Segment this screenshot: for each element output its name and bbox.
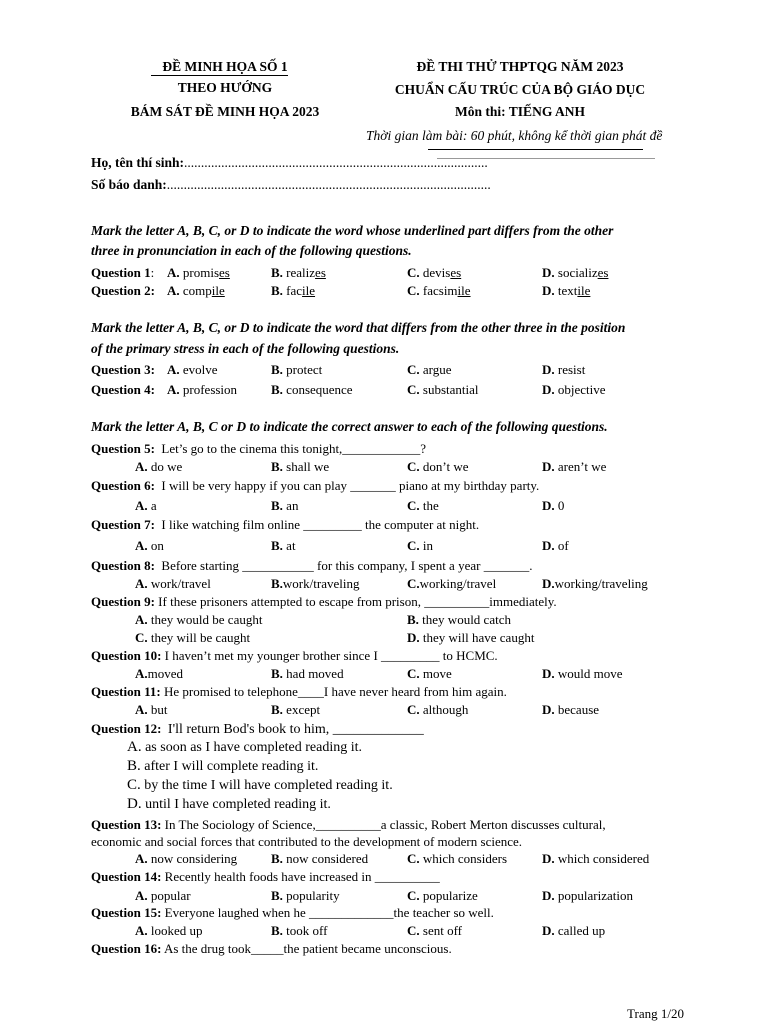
question-text: I will be very happy if you can play _______ piano at my birthday party. xyxy=(161,478,540,493)
option-b[interactable]: B. at xyxy=(271,538,296,553)
option-d[interactable]: D. objective xyxy=(542,382,606,397)
option-b[interactable]: B. had moved xyxy=(271,666,344,681)
student-id-line xyxy=(91,177,491,193)
option-a[interactable]: A. looked up xyxy=(135,923,203,938)
question-15-stem xyxy=(91,904,494,921)
question-number: Question 12: xyxy=(91,721,162,736)
question-number: Question 1 xyxy=(91,265,151,280)
question-text: In The Sociology of Science,__________a classic, Robert Merton discusses cultural, xyxy=(164,817,606,832)
question-9-stem xyxy=(91,593,557,610)
option-d[interactable]: D. popularization xyxy=(542,888,633,903)
option-c[interactable]: C. popularize xyxy=(407,888,478,903)
question-12-option-d[interactable]: D. until I have completed reading it. xyxy=(127,796,331,812)
option-c[interactable]: C. in xyxy=(407,538,434,553)
question-number: Question 6: xyxy=(91,478,155,493)
option-c[interactable]: C. although xyxy=(407,702,469,717)
option-c[interactable]: C. argue xyxy=(407,362,452,377)
option-b[interactable]: B. took off xyxy=(271,923,328,938)
option-b[interactable]: B.work/traveling xyxy=(271,576,360,591)
time-note: Thời gian làm bài: 60 phút, không kể thời gian phát đề xyxy=(366,128,663,143)
option-a[interactable]: A. profession xyxy=(167,382,238,397)
option-a[interactable]: A. compile xyxy=(167,283,225,298)
option-d[interactable]: D. aren’t we xyxy=(542,459,607,474)
question-text: I haven’t met my younger brother since I _________ to HCMC. xyxy=(164,648,498,663)
question-text: I'll return Bod's book to him, _____________ xyxy=(167,722,424,737)
option-c[interactable]: C. sent off xyxy=(407,923,463,938)
option-d[interactable]: D. called up xyxy=(542,923,606,938)
question-number: Question 5: xyxy=(91,441,155,456)
header-right-3: Môn thi: TIẾNG ANH xyxy=(455,104,585,119)
question-number: Question 16: xyxy=(91,941,162,956)
option-b[interactable]: B. shall we xyxy=(271,459,330,474)
option-b[interactable]: B. an xyxy=(271,498,299,513)
option-a[interactable]: A. but xyxy=(135,702,168,717)
option-b[interactable]: B. now considered xyxy=(271,851,369,866)
question-text: Let’s go to the cinema this tonight,____________? xyxy=(161,441,427,456)
section3-instruction: Mark the letter A, B, C or D to indicate the correct answer to each of the following questions. xyxy=(91,419,608,434)
header-left-underline xyxy=(151,75,288,76)
option-a[interactable]: A. on xyxy=(135,538,164,553)
option-a[interactable]: A. a xyxy=(135,498,157,513)
option-d[interactable]: D. 0 xyxy=(542,498,565,513)
student-id-dots: ................................................................................................ xyxy=(166,177,491,192)
header-left-2: THEO HƯỚNG xyxy=(177,80,273,95)
question-number: Question 4: xyxy=(91,382,155,397)
option-d[interactable]: D. resist xyxy=(542,362,586,377)
header-right-1: ĐỀ THI THỬ THPTQG NĂM 2023 xyxy=(416,59,624,74)
option-a[interactable]: A. evolve xyxy=(167,362,218,377)
page-number: Trang 1/20 xyxy=(627,1006,684,1021)
question-12-stem xyxy=(91,720,424,737)
question-13-stem-2: economic and social forces that contributed to the development of modern science. xyxy=(91,834,523,849)
option-b[interactable]: B. popularity xyxy=(271,888,340,903)
option-c[interactable]: C. don’t we xyxy=(407,459,469,474)
option-d[interactable]: D. of xyxy=(542,538,569,553)
question-5-stem xyxy=(91,440,426,457)
header-left-3: BÁM SÁT ĐỀ MINH HỌA 2023 xyxy=(130,104,320,119)
time-note-underline xyxy=(428,149,643,150)
student-name-dots: .......................................................................................... xyxy=(184,155,488,170)
section2-instruction-2: of the primary stress in each of the following questions. xyxy=(91,341,400,356)
option-c[interactable]: C. devises xyxy=(407,265,462,280)
option-a[interactable]: A. now considering xyxy=(135,851,238,866)
question-14-stem xyxy=(91,868,440,885)
student-name-label: Họ, tên thí sinh: xyxy=(91,155,185,170)
option-b[interactable]: B. consequence xyxy=(271,382,353,397)
question-text: If these prisoners attempted to escape from prison, __________immediately. xyxy=(158,594,557,609)
question-text: I like watching film online _________ the computer at night. xyxy=(161,517,480,532)
question-12-option-c[interactable]: C. by the time I will have completed reading it. xyxy=(127,777,393,793)
question-8-stem xyxy=(91,557,532,574)
option-d[interactable]: D.working/traveling xyxy=(542,576,648,591)
student-id-label: Số báo danh: xyxy=(91,177,167,192)
header-right-2: CHUẨN CẤU TRÚC CỦA BỘ GIÁO DỤC xyxy=(394,82,646,97)
header-left-1: ĐỀ MINH HỌA SỐ 1 xyxy=(162,59,288,74)
option-a[interactable]: A. do we xyxy=(135,459,183,474)
question-number: Question 15: xyxy=(91,905,162,920)
question-text: Recently health foods have increased in __________ xyxy=(164,869,440,884)
question-number: Question 2: xyxy=(91,283,155,298)
option-b[interactable]: B. realizes xyxy=(271,265,326,280)
question-1: Question 1: A. promises B. realizes C. devises D. socializes xyxy=(91,265,609,280)
section1-instruction-1: Mark the letter A, B, C, or D to indicate the word whose underlined part differs from the other xyxy=(91,223,614,238)
question-6-stem xyxy=(91,477,539,494)
option-b[interactable]: B. facile xyxy=(271,283,316,298)
option-c[interactable]: C. the xyxy=(407,498,439,513)
question-number: Question 11: xyxy=(91,684,161,699)
option-d[interactable]: D. textile xyxy=(542,283,591,298)
option-a[interactable]: A. promises xyxy=(167,265,230,280)
question-text: He promised to telephone____I have never heard from him again. xyxy=(163,684,507,699)
option-d[interactable]: D. socializes xyxy=(542,265,609,280)
question-11-stem xyxy=(91,683,507,700)
option-c[interactable]: C.working/travel xyxy=(407,576,497,591)
student-name-line xyxy=(91,155,488,171)
question-13-stem-1 xyxy=(91,816,606,833)
option-c[interactable]: C. which considers xyxy=(407,851,508,866)
option-c[interactable]: C. facsimile xyxy=(407,283,471,298)
option-d[interactable]: D. they will have caught xyxy=(407,630,535,645)
question-number: Question 8: xyxy=(91,558,155,573)
option-a[interactable]: A. they would be caught xyxy=(135,612,263,627)
question-12-option-a[interactable]: A. as soon as I have completed reading it. xyxy=(127,739,363,755)
option-b[interactable]: B. except xyxy=(271,702,321,717)
question-4 xyxy=(91,381,606,398)
question-text: Everyone laughed when he _____________the teacher so well. xyxy=(164,905,494,920)
question-number: Question 10: xyxy=(91,648,162,663)
option-a[interactable]: A. work/travel xyxy=(135,576,211,591)
question-number: Question 14: xyxy=(91,869,162,884)
section2-instruction-1: Mark the letter A, B, C, or D to indicate the word that differs from the other three in the position xyxy=(91,320,626,335)
option-c[interactable]: C. substantial xyxy=(407,382,479,397)
question-7-stem xyxy=(91,516,479,533)
option-d[interactable]: D. would move xyxy=(542,666,623,681)
question-16-stem xyxy=(91,940,452,957)
question-10-stem xyxy=(91,647,498,664)
question-number: Question 9: xyxy=(91,594,155,609)
option-d[interactable]: D. which considered xyxy=(542,851,650,866)
section1-instruction-2: three in pronunciation in each of the following questions. xyxy=(91,243,412,258)
question-12-option-b[interactable]: B. after I will complete reading it. xyxy=(127,758,319,774)
question-number: Question 13: xyxy=(91,817,162,832)
option-c[interactable]: C. move xyxy=(407,666,452,681)
question-2 xyxy=(91,282,591,299)
question-text: Before starting ___________ for this company, I spent a year _______. xyxy=(161,558,533,573)
option-d[interactable]: D. because xyxy=(542,702,600,717)
option-a[interactable]: A. popular xyxy=(135,888,191,903)
question-number: Question 7: xyxy=(91,517,155,532)
option-a[interactable]: A.moved xyxy=(135,666,184,681)
option-c[interactable]: C. they will be caught xyxy=(135,630,251,645)
question-text: As the drug took_____the patient became unconscious. xyxy=(163,941,452,956)
question-number: Question 3: xyxy=(91,362,155,377)
option-b[interactable]: B. protect xyxy=(271,362,323,377)
option-b[interactable]: B. they would catch xyxy=(407,612,511,627)
question-3 xyxy=(91,361,586,378)
